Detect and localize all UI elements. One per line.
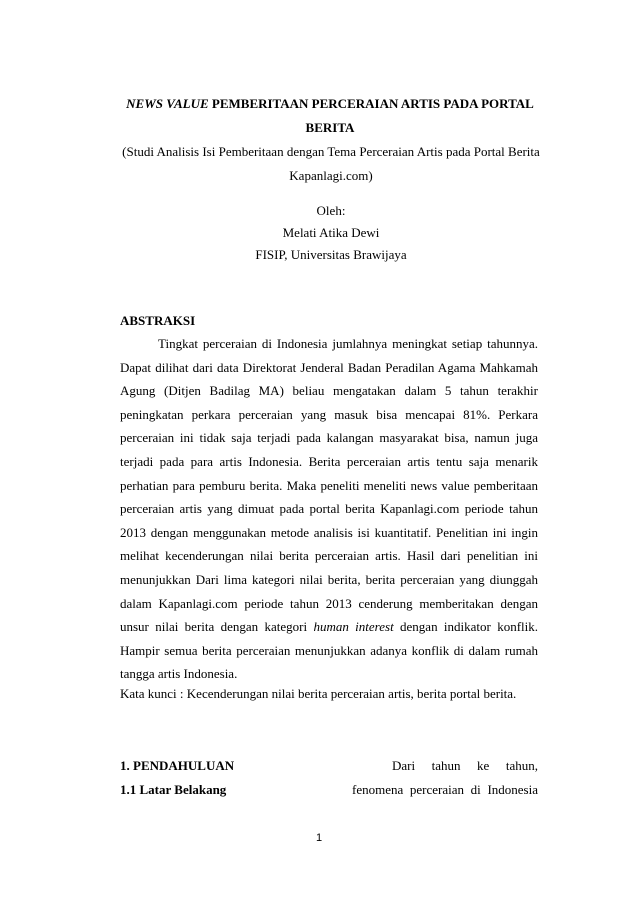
intro-word: perceraian [409,782,465,797]
byline-by: Oleh: [316,203,346,218]
abstract-italic-term: human interest [313,619,394,635]
intro-line-1 [392,758,538,774]
author-affiliation: FISIP, Universitas Brawijaya [255,247,407,262]
section-heading: 1. PENDAHULUAN [120,758,235,773]
author-name: Melati Atika Dewi [282,225,380,240]
intro-word: fenomena [352,782,404,797]
byline [118,200,544,266]
page-number: 1 [315,832,323,844]
intro-word: di [470,782,481,797]
intro-word: tahun, [505,758,538,773]
abstract-heading: ABSTRAKSI [120,313,196,328]
abstract-body [120,332,538,686]
abstract-part1: Tingkat perceraian di Indonesia jumlahnya meningkat setiap tahunnya. Dapat dilihat dari data Direktorat Jenderal Badan Peradilan Agama Mahkamah Agung (Ditjen Badilag MA) beliau mengatakan dalam 5 tahun terakhir peningkatan perkara perceraian yang masuk bisa mencapai 81%. Perkara perceraian ini tidak saja terjadi pada kalangan masyarakat bisa, namun juga terjadi pada para artis Indonesia. Berita perceraian artis tentu saja menarik perhatian para pemburu berita. Maka peneliti meneliti news value pemberitaan perceraian artis yang dimuat pada portal berita Kapanlagi.com periode tahun 2013 dengan menggunakan metode analisis isi kuantitatif. Penelitian ini ingin melihat kecenderungan nilai berita perceraian artis. Hasil dari penelitian ini menunjukkan Dari lima kategori nilai berita, berita perceraian yang diunggah dalam Kapanlagi.com periode tahun 2013 cenderung memberitakan dengan unsur nilai berita dengan kategori [120,336,538,635]
abstract-part2: dengan indikator konflik. Hampir semua berita perceraian menunjukkan adanya konflik di dalam rumah tangga artis Indonesia. [120,619,538,682]
title-rest: PEMBERITAAN PERCERAIAN ARTIS PADA PORTAL BERITA [208,96,534,135]
intro-word: Dari [392,758,416,773]
paper-title [120,92,540,140]
title-italic: NEWS VALUE [126,96,209,111]
intro-word: tahun [431,758,461,773]
intro-word: ke [477,758,490,773]
paper-subtitle: (Studi Analisis Isi Pemberitaan dengan Tema Perceraian Artis pada Portal Berita Kapanlagi.com) [122,144,540,183]
keywords: Kata kunci : Kecenderungan nilai berita perceraian artis, berita portal berita. [120,686,517,701]
intro-line-2 [352,782,538,798]
intro-word: Indonesia [487,782,538,797]
subsection-heading: 1.1 Latar Belakang [120,782,227,797]
